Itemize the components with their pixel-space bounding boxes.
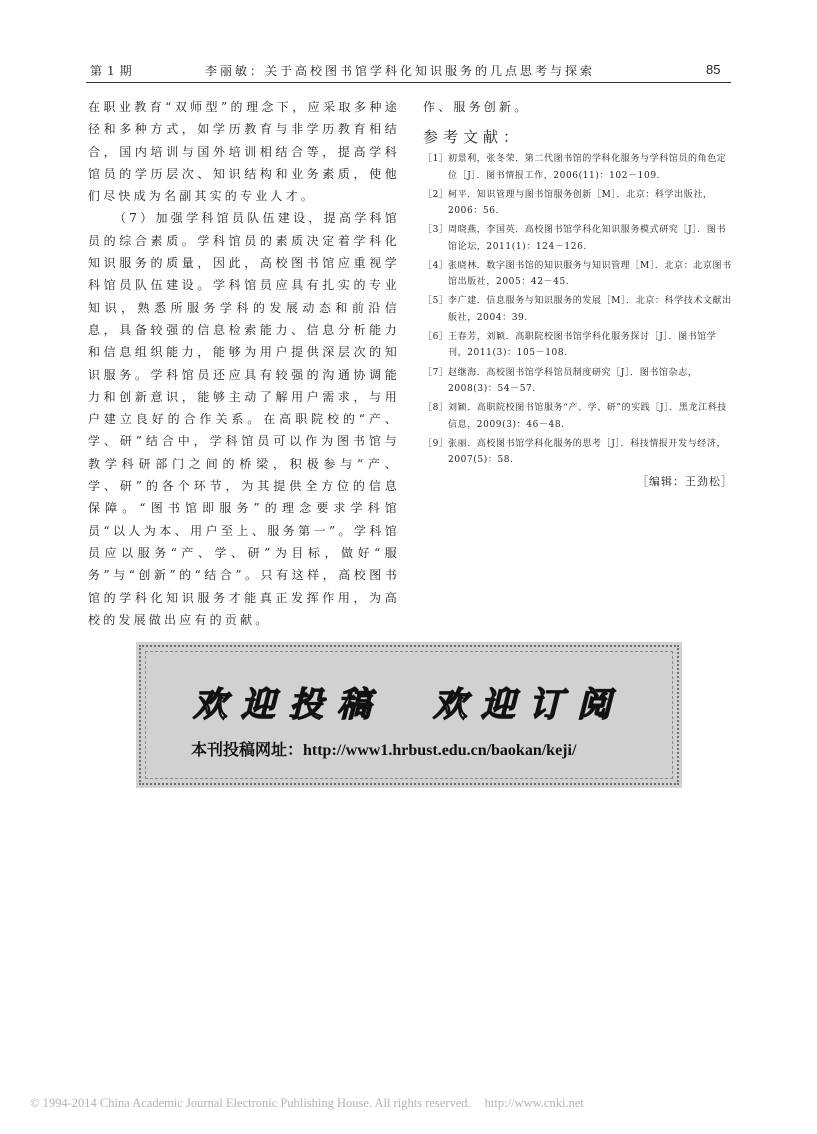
reference-item — [423, 258, 733, 291]
reference-text: 初景利，张冬荣．第二代图书馆的学科化服务与学科馆员的角色定位［J］．图书情报工作，2006(11)：102－109. — [448, 154, 727, 181]
reference-number: ［2］ — [423, 189, 449, 200]
header-rule — [86, 82, 731, 83]
cnki-url: http://www.cnki.net — [484, 1096, 584, 1110]
reference-text: 张晓林．数字图书馆的知识服务与知识管理［M］．北京：北京图书馆出版社，2005：42－45. — [448, 260, 732, 288]
page-number: 85 — [706, 62, 721, 77]
body-right-column — [423, 96, 733, 489]
reference-text: 李广建．信息服务与知识服务的发展［M］．北京：科学技术文献出版社，2004：39. — [448, 296, 732, 323]
reference-text: 周晓燕，李国英．高校图书馆学科化知识服务模式研究［J］．图书馆论坛，2011(1)：124－126. — [448, 225, 727, 252]
reference-item — [423, 365, 733, 398]
reference-item — [423, 329, 733, 362]
issue-label: 第1期 — [90, 64, 137, 78]
reference-text: 张丽．高校图书馆学科化服务的思考［J］．科技情报开发与经济，2007(5)：58. — [448, 438, 727, 466]
banner-title: 欢迎投稿 欢迎订阅 — [193, 685, 625, 725]
reference-number: ［5］ — [423, 296, 449, 307]
reference-number: ［6］ — [423, 331, 449, 342]
reference-text: 刘颖．高职院校图书馆服务“产、学、研”的实践［J］．黑龙江科技信息，2009(3)：46－48. — [448, 403, 727, 430]
body-left-column — [88, 96, 400, 631]
body-paragraph: （7）加强学科馆员队伍建设，提高学科馆员的综合素质。学科馆员的素质决定着学科化知识服务的质量，因此，高校图书馆应重视学科馆员队伍建设。学科馆员应具有扎实的专业知识，熟悉所服务学科的发展动态和前沿信息，具备较强的信息检索能力、信息分析能力和信息组织能力，能够为用户提供深层次的知识服务。学科馆员还应具有较强的沟通协调能力和创新意识，能够主动了解用户需求，与用户建立良好的合作关系。在高职院校的“产、学、研”结合中，学科馆员可以作为图书馆与教学科研部门之间的桥梁，积极参与“产、学、研”的各个环节，为其提供全方位的信息保障。“图书馆即服务”的理念要求学科馆员“以人为本、用户至上、服务第一”。学科馆员应以服务“产、学、研”为目标，做好“服务”与“创新”的“结合”。只有这样，高校图书馆的学科化知识服务才能真正发挥作用，为高校的发展做出应有的贡献。 — [88, 211, 400, 627]
reference-item — [423, 436, 733, 469]
reference-item — [423, 293, 733, 326]
body-paragraph: 在职业教育“双师型”的理念下，应采取多种途径和多种方式，如学历教育与非学历教育相结合，国内培训与国外培训相结合等，提高学科馆员的学历层次、知识结构和业务素质，使他们尽快成为名副其实的专业人才。 — [88, 100, 400, 204]
reference-number: ［4］ — [423, 260, 449, 271]
editor-note: ［编辑：王劲松］ — [637, 474, 733, 488]
reference-number: ［9］ — [423, 438, 449, 449]
reference-number: ［1］ — [423, 154, 449, 164]
reference-item — [423, 222, 733, 255]
reference-number: ［3］ — [423, 225, 449, 236]
reference-list — [423, 151, 733, 469]
copyright-footer — [30, 1096, 584, 1111]
reference-item — [423, 151, 733, 184]
reference-number: ［8］ — [423, 403, 449, 414]
submission-url-line: 本刊投稿网址：http://www1.hrbust.edu.cn/baokan/keji/ — [191, 742, 577, 759]
reference-text: 王春芳，刘颖．高职院校图书馆学科化服务探讨［J］．图书馆学刊，2011(3)：105－108. — [448, 331, 717, 359]
reference-text: 赵继海．高校图书馆学科馆员制度研究［J］．图书馆杂志，2008(3)：54－57. — [448, 367, 698, 395]
submission-banner — [139, 645, 679, 785]
reference-item — [423, 187, 733, 220]
reference-text: 柯平．知识管理与图书馆服务创新［M］．北京：科学出版社，2006：56. — [448, 189, 713, 217]
running-title: 李丽敏：关于高校图书馆学科化知识服务的几点思考与探索 — [205, 64, 596, 78]
reference-number: ［7］ — [423, 367, 449, 378]
continued-text: 作、服务创新。 — [423, 100, 530, 114]
reference-item — [423, 400, 733, 433]
references-heading: 参考文献： — [423, 128, 524, 146]
copyright-text: © 1994-2014 China Academic Journal Electronic Publishing House. All rights reserved. — [30, 1096, 471, 1110]
